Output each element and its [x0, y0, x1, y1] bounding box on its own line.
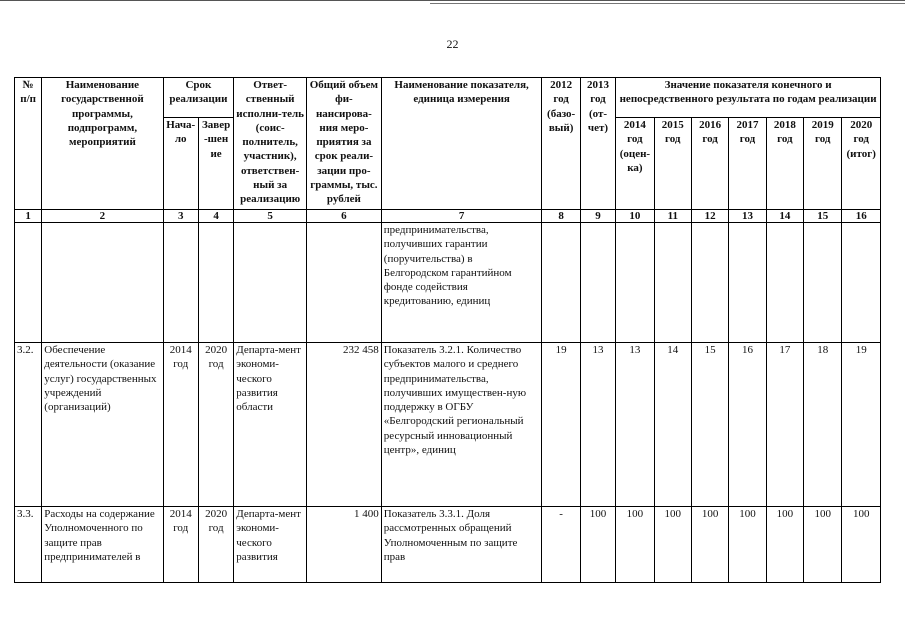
column-number: 10: [616, 210, 654, 223]
value-2019: 18: [804, 343, 842, 507]
header-values-group: Значение показателя конечного и непосредственного результата по годам реализации: [616, 78, 881, 118]
column-number: 11: [654, 210, 691, 223]
value-2015: [654, 223, 691, 343]
value-2016: 100: [691, 507, 728, 583]
value-2017: [729, 223, 766, 343]
row-executor: Департа-мент экономи-ческого развития области: [234, 343, 307, 507]
page-number: 22: [446, 37, 459, 51]
table-row: [15, 223, 881, 343]
column-number: 14: [766, 210, 803, 223]
column-number: 8: [542, 210, 580, 223]
header-2013: 2013 год (от-чет): [580, 78, 615, 210]
header-2014: 2014 год (оцен-ка): [616, 118, 654, 210]
header-indicator: Наименование показателя, единица измерения: [381, 78, 542, 210]
row-volume: 1 400: [307, 507, 382, 583]
header-name: Наименование государственной программы, подпрограмм, мероприятий: [42, 78, 163, 210]
row-end: [198, 223, 233, 343]
column-number: 9: [580, 210, 615, 223]
value-2013: 13: [580, 343, 615, 507]
value-2018: 100: [766, 507, 803, 583]
value-2019: [804, 223, 842, 343]
row-executor: [234, 223, 307, 343]
indicators-table: [14, 77, 881, 583]
header-executor: Ответ-ственный исполни-тель (соис-полнитель, участник), ответствен-ный за реализацию: [234, 78, 307, 210]
header-no: № п/п: [15, 78, 42, 210]
header-end: Завер-шение: [198, 118, 233, 210]
table-row: [15, 507, 881, 583]
row-name: Обеспечение деятельности (оказание услуг) государственных учреждений (организаций): [42, 343, 163, 507]
row-end: 2020 год: [198, 507, 233, 583]
value-2013: 100: [580, 507, 615, 583]
column-number: 2: [42, 210, 163, 223]
row-start: 2014 год: [163, 507, 198, 583]
column-number: 5: [234, 210, 307, 223]
value-2014: [616, 223, 654, 343]
value-2015: 100: [654, 507, 691, 583]
value-2019: 100: [804, 507, 842, 583]
row-executor: Департа-мент экономи-ческого развития: [234, 507, 307, 583]
value-2016: 15: [691, 343, 728, 507]
header-2015: 2015 год: [654, 118, 691, 210]
column-number: 3: [163, 210, 198, 223]
row-no: 3.2.: [15, 343, 42, 507]
row-no: [15, 223, 42, 343]
header-2017: 2017 год: [729, 118, 766, 210]
row-volume: 232 458: [307, 343, 382, 507]
row-indicator: Показатель 3.3.1. Доля рассмотренных обращений Уполномоченным по защите прав: [381, 507, 542, 583]
value-2017: 16: [729, 343, 766, 507]
header-start: Нача-ло: [163, 118, 198, 210]
value-2018: 17: [766, 343, 803, 507]
value-2014: 13: [616, 343, 654, 507]
value-2016: [691, 223, 728, 343]
row-start: 2014 год: [163, 343, 198, 507]
column-number: 1: [15, 210, 42, 223]
value-2018: [766, 223, 803, 343]
column-number: 15: [804, 210, 842, 223]
row-indicator: Показатель 3.2.1. Количество субъектов малого и среднего предпринимательства, получивших имуществен-ную поддержку в ОГБУ «Белгородский региональный ресурсный инновационный центр», единиц: [381, 343, 542, 507]
row-end: 2020 год: [198, 343, 233, 507]
column-number: 12: [691, 210, 728, 223]
value-2020: 19: [842, 343, 881, 507]
value-2012: [542, 223, 580, 343]
row-indicator: предпринимательства, получивших гарантии (поручительства) в Белгородском гарантийном фонде содействия кредитованию, единиц: [381, 223, 542, 343]
value-2020: 100: [842, 507, 881, 583]
value-2017: 100: [729, 507, 766, 583]
value-2020: [842, 223, 881, 343]
row-name: Расходы на содержание Уполномоченного по защите прав предпринимателей в: [42, 507, 163, 583]
header-2016: 2016 год: [691, 118, 728, 210]
row-no: 3.3.: [15, 507, 42, 583]
row-start: [163, 223, 198, 343]
header-2018: 2018 год: [766, 118, 803, 210]
table-row: [15, 343, 881, 507]
header-2019: 2019 год: [804, 118, 842, 210]
row-volume: [307, 223, 382, 343]
value-2015: 14: [654, 343, 691, 507]
column-numbers-row: [15, 210, 881, 223]
value-2014: 100: [616, 507, 654, 583]
value-2013: [580, 223, 615, 343]
column-number: 13: [729, 210, 766, 223]
column-number: 7: [381, 210, 542, 223]
column-number: 4: [198, 210, 233, 223]
column-number: 6: [307, 210, 382, 223]
header-2020: 2020 год (итог): [842, 118, 881, 210]
header-period: Срок реализации: [163, 78, 234, 118]
row-name: [42, 223, 163, 343]
column-number: 16: [842, 210, 881, 223]
top-rule: [0, 0, 905, 4]
header-2012: 2012 год (базо-вый): [542, 78, 580, 210]
header-volume: Общий объем фи-нансирова-ния меро-приятия за срок реали-зации про-граммы, тыс. рублей: [307, 78, 382, 210]
value-2012: 19: [542, 343, 580, 507]
value-2012: -: [542, 507, 580, 583]
